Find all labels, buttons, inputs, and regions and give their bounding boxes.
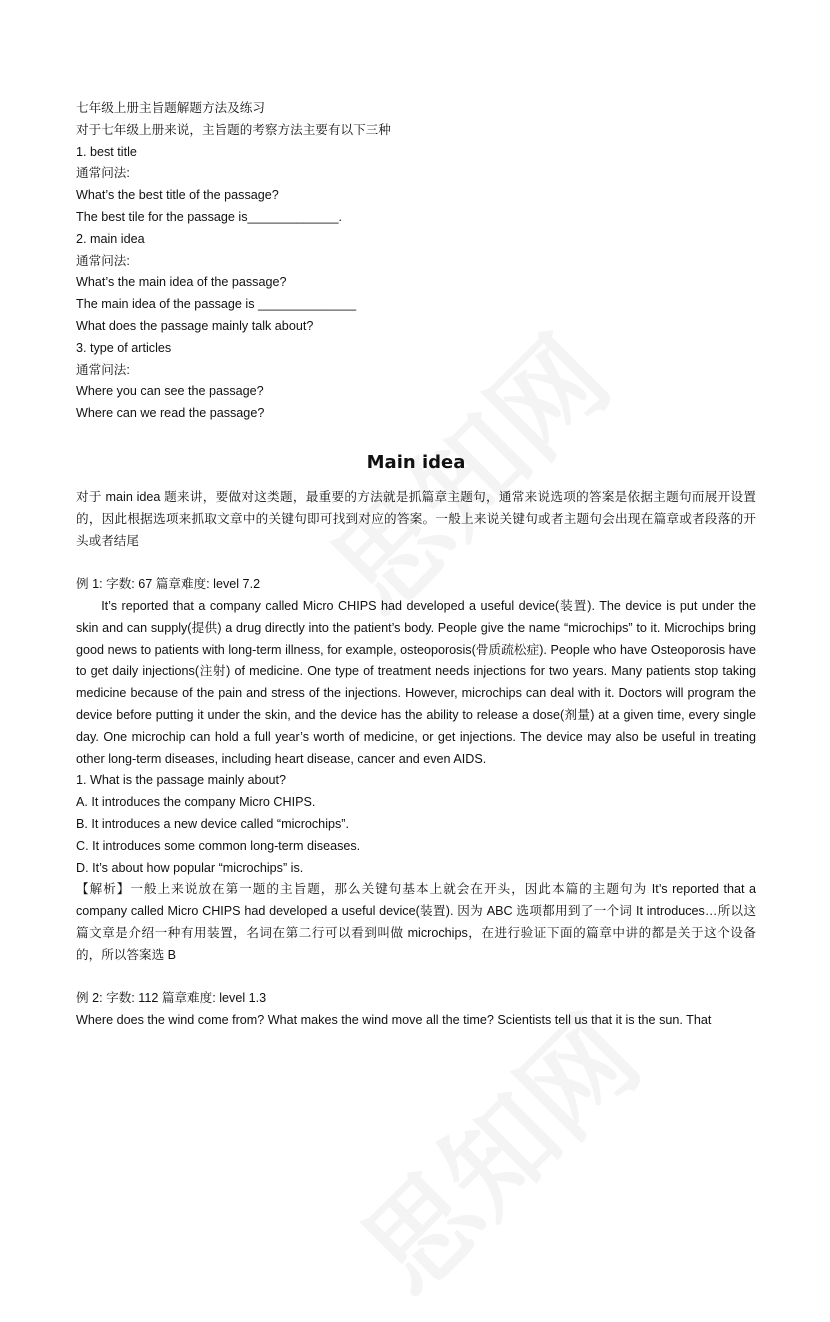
section-title: Main idea: [366, 451, 466, 473]
question-pattern: What’s the main idea of the passage?: [76, 275, 287, 290]
question-pattern: What does the passage mainly talk about?: [76, 318, 314, 333]
example-heading: 例 2: 字数: 112 篇章难度: level 1.3: [76, 991, 267, 1006]
example-2: [76, 988, 756, 1032]
common-question-label: 通常问法:: [76, 253, 130, 268]
option-b: B. It introduces a new device called “microchips”.: [76, 816, 349, 831]
section-intro: 对于 main idea 题来讲，要做对这类题，最重要的方法就是抓篇章主题句，通常来说选项的答案是依据主题句而展开设置的，因此根据选项来抓取文章中的关键句即可找到对应的答案。一般上来说关键句或者主题句会出现在篇章或者段落的开头或者结尾: [76, 489, 756, 548]
question-pattern: Where you can see the passage?: [76, 384, 264, 399]
common-question-label: 通常问法:: [76, 362, 130, 377]
spacer: [76, 966, 756, 988]
question-pattern: Where can we read the passage?: [76, 406, 265, 421]
question-pattern: What’s the best title of the passage?: [76, 188, 279, 203]
example-passage: It’s reported that a company called Micro CHIPS had developed a useful device(装置). The device is put under the skin and can supply(提供) a drug directly into the patient’s body. People give the name “microchips” to it. Microchips bring good news to patients with long-term illness, for example, osteoporosis(骨质疏松症). People who have Osteoporosis have to get daily injections(注射) of medicine. One type of treatment needs injections for two years. Many patients stop taking medicine because of the pain and stress of the injections. However, microchips can deal with it. Doctors will program the device before putting it under the skin, and the device has the ability to release a dose(剂量) at a given time, every single day. One microchip can hold a full year’s worth of medicine, or get injections. The device may also be useful in treating other long-term diseases, including heart disease, cancer and even AIDS.: [76, 598, 756, 766]
type-heading-articles: 3. type of articles: [76, 340, 172, 355]
example-question: 1. What is the passage mainly about?: [76, 773, 287, 788]
doc-title-line: 七年级上册主旨题解题方法及练习: [76, 101, 265, 115]
type-heading-main-idea: 2. main idea: [76, 231, 145, 246]
example-passage: Where does the wind come from? What makes the wind move all the time? Scientists tell us that it is the sun. That: [76, 1013, 712, 1028]
example-analysis: 【解析】一般上来说放在第一题的主旨题，那么关键句基本上就会在开头，因此本篇的主题句为 It’s reported that a company called Micro CHIPS had developed a useful device(装置). 因为 ABC 选项都用到了一个词 It introduces…所以这篇文章是介绍一种有用装置，名词在第二行可以看到叫做 microchips，在进行验证下面的篇章中讲的都是关于这个设备的，所以答案选 B: [76, 882, 756, 962]
intro-block: [76, 98, 756, 425]
example-heading: 例 1: 字数: 67 篇章难度: level 7.2: [76, 577, 261, 592]
option-d: D. It’s about how popular “microchips” is.: [76, 860, 304, 875]
example-1: [76, 574, 756, 966]
intro-line: 对于七年级上册来说，主旨题的考察方法主要有以下三种: [76, 122, 391, 137]
option-a: A. It introduces the company Micro CHIPS.: [76, 795, 316, 810]
option-c: C. It introduces some common long-term diseases.: [76, 838, 361, 853]
common-question-label: 通常问法:: [76, 166, 130, 181]
question-pattern: The best tile for the passage is_____________.: [76, 209, 343, 224]
document-page: [76, 98, 756, 1032]
type-heading-best-title: 1. best title: [76, 144, 137, 159]
spacer: [76, 552, 756, 574]
question-pattern: The main idea of the passage is ______________: [76, 297, 357, 312]
